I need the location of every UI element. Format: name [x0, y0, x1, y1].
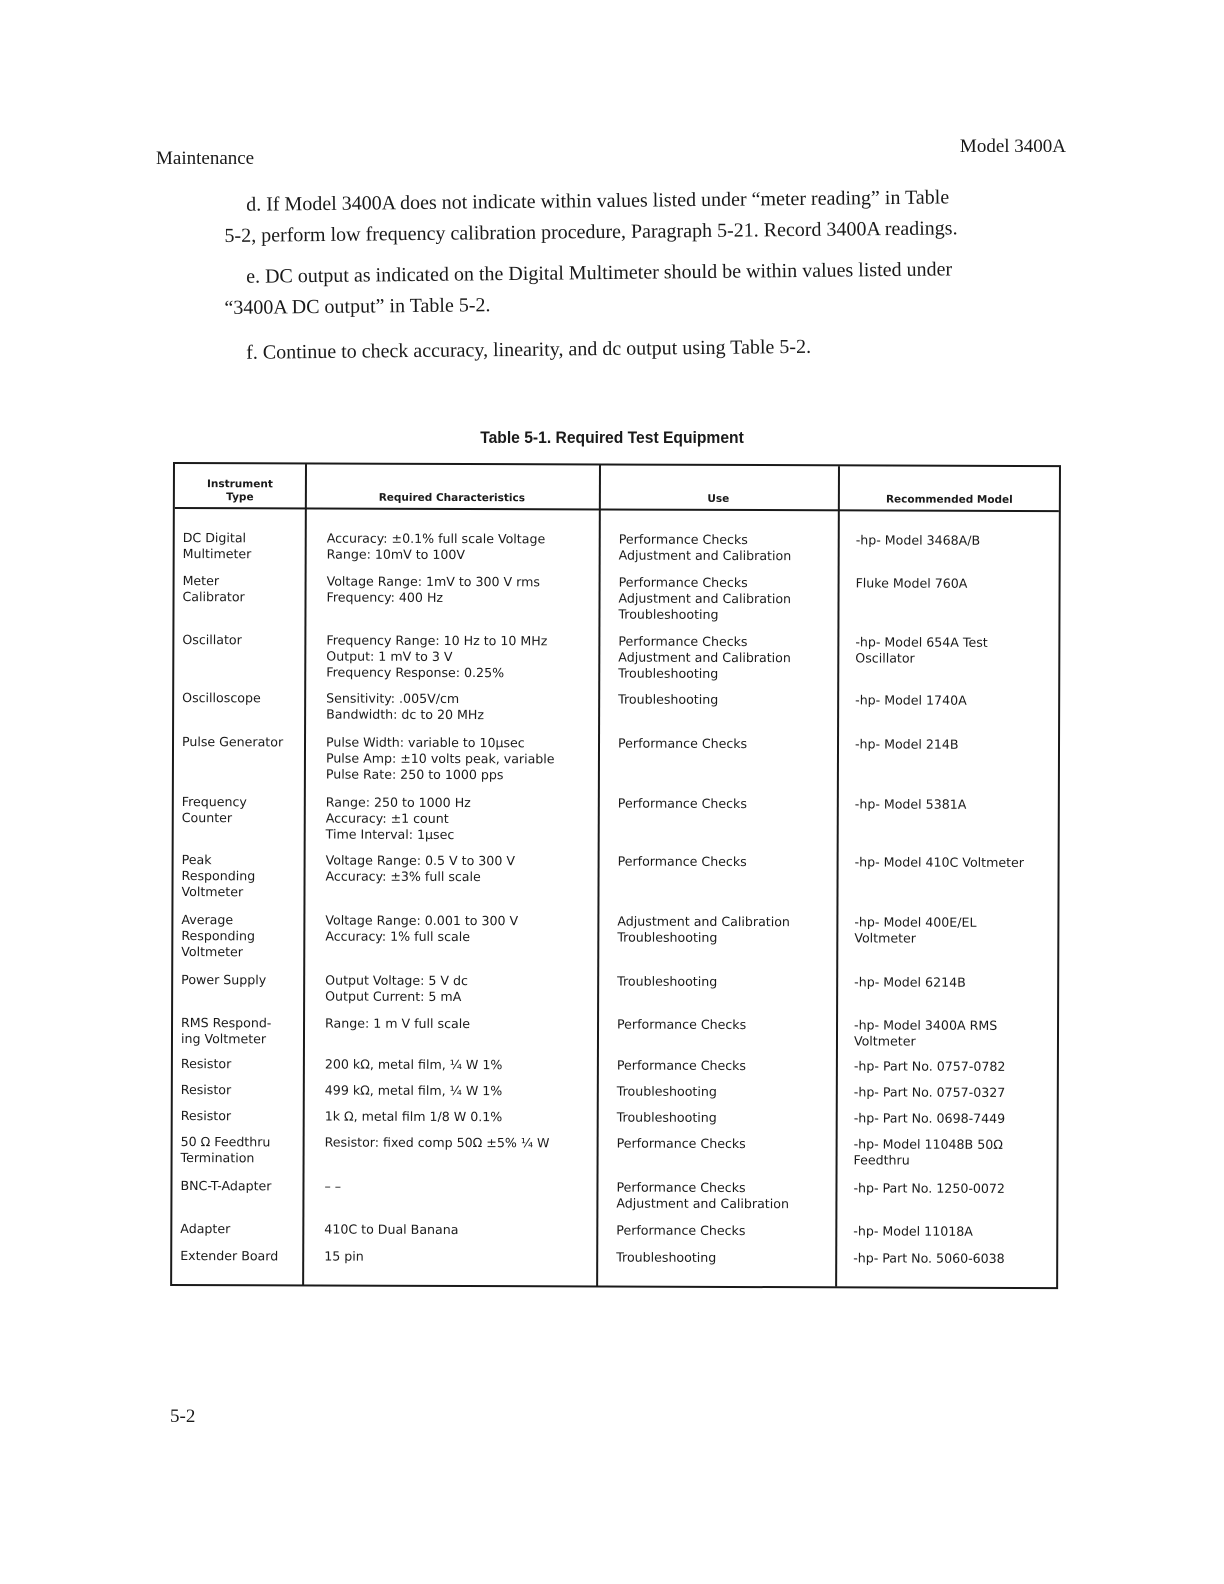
cell-characteristics: 1k Ω, metal film 1/8 W 0.1% — [324, 1108, 503, 1125]
equipment-table — [170, 462, 1061, 1289]
cell-instrument: Meter Calibrator — [182, 573, 245, 605]
cell-use: Performance Checks — [617, 1016, 747, 1033]
cell-instrument: Pulse Generator — [181, 734, 284, 750]
table-row — [174, 734, 1058, 783]
cell-model: -hp- Model 410C Voltmeter — [854, 854, 1025, 870]
cell-instrument: Average Responding Voltmeter — [181, 912, 256, 960]
cell-instrument: DC Digital Multimeter — [182, 530, 252, 562]
cell-use: Troubleshooting — [616, 1249, 717, 1265]
column-header-model — [838, 470, 1061, 507]
cell-model: Fluke Model 760A — [855, 575, 968, 591]
column-divider — [835, 466, 840, 1286]
cell-instrument: Resistor — [180, 1082, 232, 1098]
cell-model: -hp- Model 11048B 50Ω Feedthru — [853, 1136, 1003, 1168]
cell-use: Performance Checks Adjustment and Calibration — [616, 1179, 789, 1212]
table-row — [175, 573, 1059, 622]
cell-instrument: Adapter — [180, 1221, 231, 1237]
cell-instrument: Peak Responding Voltmeter — [181, 852, 256, 900]
column-header-characteristics-label: Required Characteristics — [378, 491, 526, 505]
model-header: Model 3400A — [959, 136, 1066, 157]
cell-characteristics: Voltage Range: 0.5 V to 300 V Accuracy: ±3% full scale — [325, 852, 515, 885]
column-header-model-label: Recommended Model — [885, 493, 1013, 506]
column-divider — [302, 464, 307, 1284]
cell-model: -hp- Model 3468A/B — [855, 532, 981, 548]
cell-model: -hp- Part No. 1250-0072 — [853, 1180, 1005, 1196]
column-header-instrument-label: Instrument Type — [206, 478, 273, 504]
cell-model: -hp- Model 1740A — [855, 692, 967, 708]
cell-use: Performance Checks — [617, 735, 748, 752]
cell-characteristics: Range: 1 m V full scale — [325, 1015, 471, 1032]
cell-instrument: Oscillator — [182, 632, 242, 648]
cell-use: Performance Checks Adjustment and Calibration Troubleshooting — [618, 633, 791, 681]
cell-characteristics: 200 kΩ, metal film, ¼ W 1% — [324, 1056, 503, 1073]
cell-use: Troubleshooting — [616, 1109, 717, 1125]
paragraph-d — [224, 182, 1015, 252]
cell-characteristics: Pulse Width: variable to 10μsec Pulse Amp: ±10 volts peak, variable Pulse Rate: 250 to 1000 pps — [325, 734, 555, 783]
table-row — [172, 1248, 1056, 1266]
cell-characteristics: Output Voltage: 5 V dc Output Current: 5 mA — [325, 972, 469, 1005]
table-row — [173, 1108, 1057, 1126]
table-row — [174, 794, 1058, 842]
cell-characteristics: Range: 250 to 1000 Hz Accuracy: ±1 count Time Interval: 1μsec — [325, 794, 471, 842]
table-row — [174, 690, 1058, 723]
cell-model: -hp- Model 214B — [854, 736, 959, 752]
table-row — [173, 972, 1057, 1005]
cell-characteristics: Voltage Range: 0.001 to 300 V Accuracy: 1% full scale — [325, 912, 519, 945]
cell-instrument: Extender Board — [180, 1248, 279, 1264]
section-header: Maintenance — [156, 148, 255, 169]
cell-model: -hp- Model 5381A — [854, 796, 967, 812]
cell-instrument: Power Supply — [181, 972, 267, 988]
cell-model: -hp- Model 11018A — [853, 1223, 973, 1239]
cell-use: Performance Checks — [617, 853, 747, 870]
cell-use: Troubleshooting — [618, 691, 719, 707]
cell-characteristics: – – — [324, 1178, 342, 1194]
cell-characteristics: Frequency Range: 10 Hz to 10 MHz Output: 1 mV to 3 V Frequency Response: 0.25% — [326, 632, 548, 681]
cell-characteristics: Voltage Range: 1mV to 300 V rms Frequency: 400 Hz — [326, 573, 541, 605]
column-header-use-label: Use — [707, 492, 730, 505]
paragraph-d-line-1: d. If Model 3400A does not indicate within values listed under “meter reading” in Table — [246, 186, 950, 216]
table-row — [174, 632, 1058, 681]
cell-use: Performance Checks — [616, 1135, 746, 1152]
cell-instrument: Resistor — [180, 1108, 232, 1124]
cell-instrument: Oscilloscope — [182, 690, 261, 706]
table-row — [173, 1082, 1057, 1100]
cell-characteristics: Sensitivity: .005V/cm Bandwidth: dc to 20 MHz — [326, 690, 484, 723]
cell-model: -hp- Model 654A Test Oscillator — [855, 634, 988, 666]
cell-use: Performance Checks — [616, 1057, 747, 1074]
cell-model: -hp- Part No. 0698-7449 — [853, 1110, 1006, 1126]
cell-characteristics: Accuracy: ±0.1% full scale Voltage Range: 10mV to 100V — [326, 530, 546, 563]
paragraph-d-line-2: 5-2, perform low frequency calibration procedure, Paragraph 5-21. Record 3400A readings. — [224, 217, 958, 247]
paragraph-f — [224, 330, 1014, 369]
header-divider — [175, 507, 1059, 512]
cell-model: -hp- Part No. 0757-0782 — [853, 1058, 1006, 1074]
cell-instrument: BNC-T-Adapter — [180, 1178, 272, 1194]
cell-use: Adjustment and Calibration Troubleshooting — [617, 913, 790, 945]
page-number: 5-2 — [170, 1406, 196, 1427]
table-row — [174, 852, 1058, 900]
table-row — [175, 530, 1059, 564]
cell-use: Troubleshooting — [616, 1083, 717, 1099]
cell-characteristics: Resistor: fixed comp 50Ω ±5% ¼ W — [324, 1134, 550, 1151]
column-header-instrument — [175, 468, 305, 504]
cell-instrument: Frequency Counter — [181, 794, 247, 826]
paragraph-e-line-2: “3400A DC output” in Table 5-2. — [224, 294, 491, 319]
table-row — [172, 1221, 1056, 1239]
cell-use: Performance Checks Adjustment and Calibration — [618, 531, 792, 564]
cell-use: Performance Checks — [617, 795, 747, 812]
cell-model: -hp- Model 400E/EL Voltmeter — [854, 914, 977, 946]
column-header-use — [599, 469, 838, 506]
cell-model: -hp- Model 3400A RMS Voltmeter — [853, 1017, 998, 1049]
table-row — [173, 1056, 1057, 1074]
cell-use: Performance Checks — [616, 1222, 746, 1239]
paragraph-e — [224, 254, 1015, 324]
cell-characteristics: 499 kΩ, metal film, ¼ W 1% — [324, 1082, 503, 1099]
table-row — [173, 912, 1057, 960]
cell-instrument: 50 Ω Feedthru Termination — [180, 1134, 271, 1166]
column-divider — [596, 465, 601, 1285]
cell-model: -hp- Model 6214B — [854, 974, 966, 990]
paragraph-f-line-1: f. Continue to check accuracy, linearity, and dc output using Table 5-2. — [246, 335, 812, 364]
table-row — [173, 1015, 1057, 1049]
table-row — [173, 1134, 1057, 1168]
table-title: Table 5-1. Required Test Equipment — [480, 428, 744, 447]
cell-use: Troubleshooting — [617, 973, 718, 989]
cell-characteristics: 410C to Dual Banana — [324, 1221, 459, 1238]
cell-characteristics: 15 pin — [324, 1248, 364, 1264]
cell-model: -hp- Part No. 0757-0327 — [853, 1084, 1006, 1100]
table-row — [173, 1178, 1057, 1212]
column-header-characteristics — [305, 468, 599, 505]
paragraph-e-line-1: e. DC output as indicated on the Digital Multimeter should be within values listed under — [246, 258, 953, 288]
cell-instrument: Resistor — [180, 1056, 232, 1072]
cell-instrument: RMS Respond- ing Voltmeter — [180, 1015, 272, 1047]
cell-use: Performance Checks Adjustment and Calibration Troubleshooting — [618, 574, 792, 622]
cell-model: -hp- Part No. 5060-6038 — [853, 1250, 1005, 1266]
